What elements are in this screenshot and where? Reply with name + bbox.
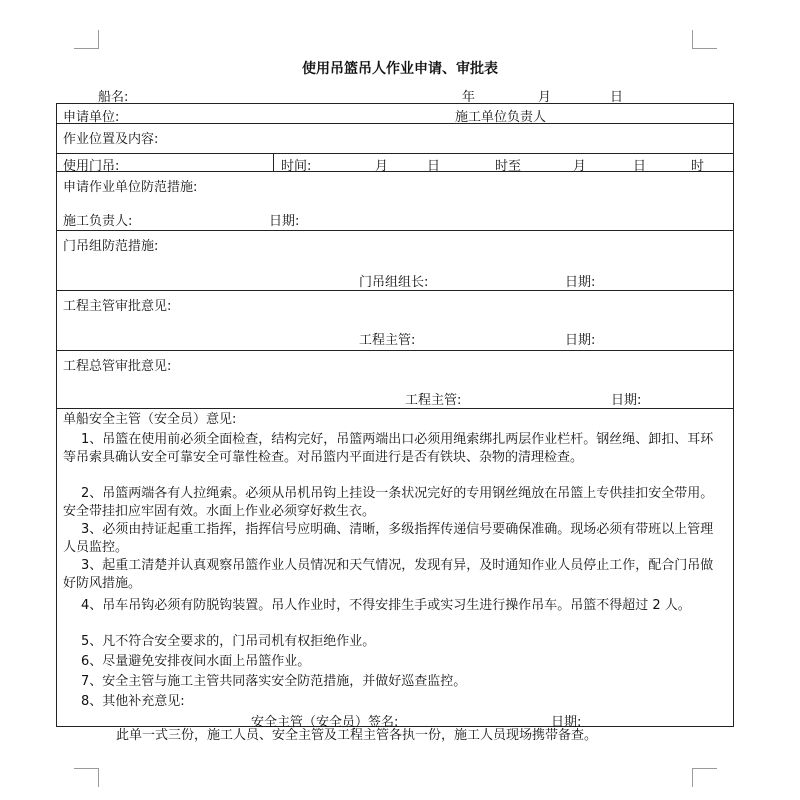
time-day-1: 日: [427, 159, 441, 174]
row-crane-team: [57, 231, 733, 291]
construction-person-label: 施工负责人:: [63, 214, 133, 229]
footer-note: 此单一式三份，施工人员、安全主管及工程主管各执一份，施工人员现场携带备查。: [116, 728, 598, 743]
row-general: [57, 351, 733, 409]
time-label: 时间:: [281, 159, 312, 174]
crane-team-measures-label: 门吊组防范措施:: [63, 239, 159, 254]
measures-label: 申请作业单位防范措施:: [63, 180, 198, 195]
safety-item-4: 4、吊车吊钩必须有防脱钩装置。吊人作业时，不得安排生手或实习生进行操作吊车。吊篮不得超过 2 人。: [81, 598, 691, 613]
crane-team-leader-label: 门吊组组长:: [359, 275, 429, 290]
application-form-table: [56, 103, 734, 730]
row-applicant: [57, 104, 733, 124]
safety-item-5: 5、凡不符合安全要求的，门吊司机有权拒绝作业。: [81, 634, 376, 649]
document-title: 使用吊篮吊人作业申请、审批表: [302, 61, 498, 77]
ship-name-label: 船名:: [98, 90, 129, 105]
safety-heading: 单船安全主管（安全员）意见:: [63, 412, 237, 427]
crane-team-date-label: 日期:: [565, 275, 596, 290]
time-hour-2: 时: [691, 159, 705, 174]
row-engineer: [57, 291, 733, 351]
crop-mark-top-right: [692, 30, 717, 49]
safety-item-3a: 3、必须由持证起重工指挥，指挥信号应明确、清晰，多级指挥传递信号要确保准确。现场必须有带班以上管理人员监控。: [63, 522, 714, 555]
engineer-date-label: 日期:: [565, 333, 596, 348]
crane-time-divider: [273, 154, 274, 171]
safety-date-label: 日期:: [551, 715, 582, 730]
safety-item-7: 7、安全主管与施工主管共同落实安全防范措施，并做好巡查监控。: [81, 674, 467, 689]
time-until: 时至: [495, 159, 522, 174]
safety-item-6: 6、尽量避免安排夜间水面上吊篮作业。: [81, 654, 311, 669]
general-opinion-label: 工程总管审批意见:: [63, 359, 172, 374]
month-label: 月: [538, 90, 552, 105]
safety-item-2: 2、吊篮两端各有人拉绳索。必须从吊机吊钩上挂设一条状况完好的专用钢丝绳放在吊篮上专供挂扣安全带用。安全带挂扣应牢固有效。水面上作业必须穿好救生衣。: [63, 486, 714, 519]
time-day-2: 日: [633, 159, 647, 174]
engineer-label: 工程主管:: [359, 333, 416, 348]
header-line: [98, 86, 700, 105]
location-content-label: 作业位置及内容:: [63, 132, 159, 147]
crop-mark-bottom-right: [692, 768, 717, 787]
day-label: 日: [610, 90, 624, 105]
safety-item-1: 1、吊篮在使用前必须全面检查，结构完好，吊篮两端出口必须用绳索绑扎两层作业栏杆。钢丝绳、卸扣、耳环等吊索具确认安全可靠安全可靠性检查。对吊篮内平面进行是否有铁块、杂物的清理检查。: [63, 432, 714, 465]
safety-sign-label: 安全主管（安全员）签名:: [251, 715, 399, 730]
crop-mark-top-left: [74, 30, 99, 49]
crane-label: 使用门吊:: [63, 159, 120, 174]
safety-item-3b: 3、起重工清楚并认真观察吊篮作业人员情况和天气情况，发现有异，及时通知作业人员停止工作，配合门吊做好防风措施。: [63, 558, 714, 591]
measures-date-label: 日期:: [269, 214, 300, 229]
applicant-unit-label: 申请单位:: [63, 110, 120, 125]
row-location: [57, 124, 733, 154]
row-measures: [57, 172, 733, 231]
safety-section: [57, 409, 733, 730]
time-month-2: 月: [573, 159, 587, 174]
crop-mark-bottom-left: [74, 768, 99, 787]
time-month-1: 月: [375, 159, 389, 174]
row-crane-time: [57, 154, 733, 172]
general-engineer-label: 工程主管:: [405, 393, 462, 408]
construction-head-label: 施工单位负责人: [455, 110, 547, 125]
engineer-opinion-label: 工程主管审批意见:: [63, 299, 172, 314]
general-date-label: 日期:: [611, 393, 642, 408]
year-label: 年: [462, 90, 476, 105]
safety-item-8: 8、其他补充意见:: [81, 694, 185, 709]
